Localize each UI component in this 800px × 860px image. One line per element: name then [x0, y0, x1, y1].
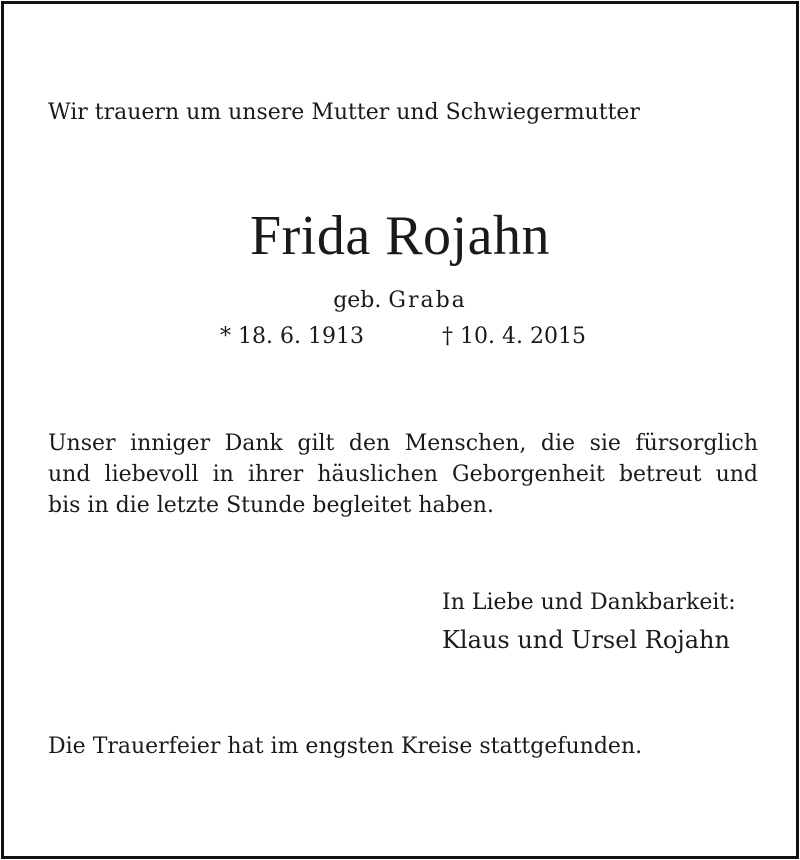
birth-name-prefix: geb. — [333, 288, 382, 313]
death-date: † 10. 4. 2015 — [442, 324, 586, 349]
thanks-line: Unser inniger Dank gilt den Menschen, die sie fürsorglich — [48, 431, 758, 456]
thanks-paragraph — [48, 428, 758, 521]
thanks-line: und liebevoll in ihrer häuslichen Geborgenheit betreut und — [48, 462, 758, 487]
birth-date: * 18. 6. 1913 — [220, 324, 364, 349]
signers-names: Klaus und Ursel Rojahn — [442, 626, 730, 654]
birth-name-value: Graba — [388, 288, 467, 313]
thanks-line: bis in die letzte Stunde begleitet haben. — [48, 493, 494, 518]
closing-text: In Liebe und Dankbarkeit: — [442, 590, 736, 615]
ceremony-note: Die Trauerfeier hat im engsten Kreise stattgefunden. — [48, 734, 643, 759]
intro-text: Wir trauern um unsere Mutter und Schwiegermutter — [48, 100, 640, 125]
deceased-name: Frida Rojahn — [250, 205, 550, 267]
obituary-notice — [1, 1, 799, 859]
birth-name — [4, 288, 796, 313]
